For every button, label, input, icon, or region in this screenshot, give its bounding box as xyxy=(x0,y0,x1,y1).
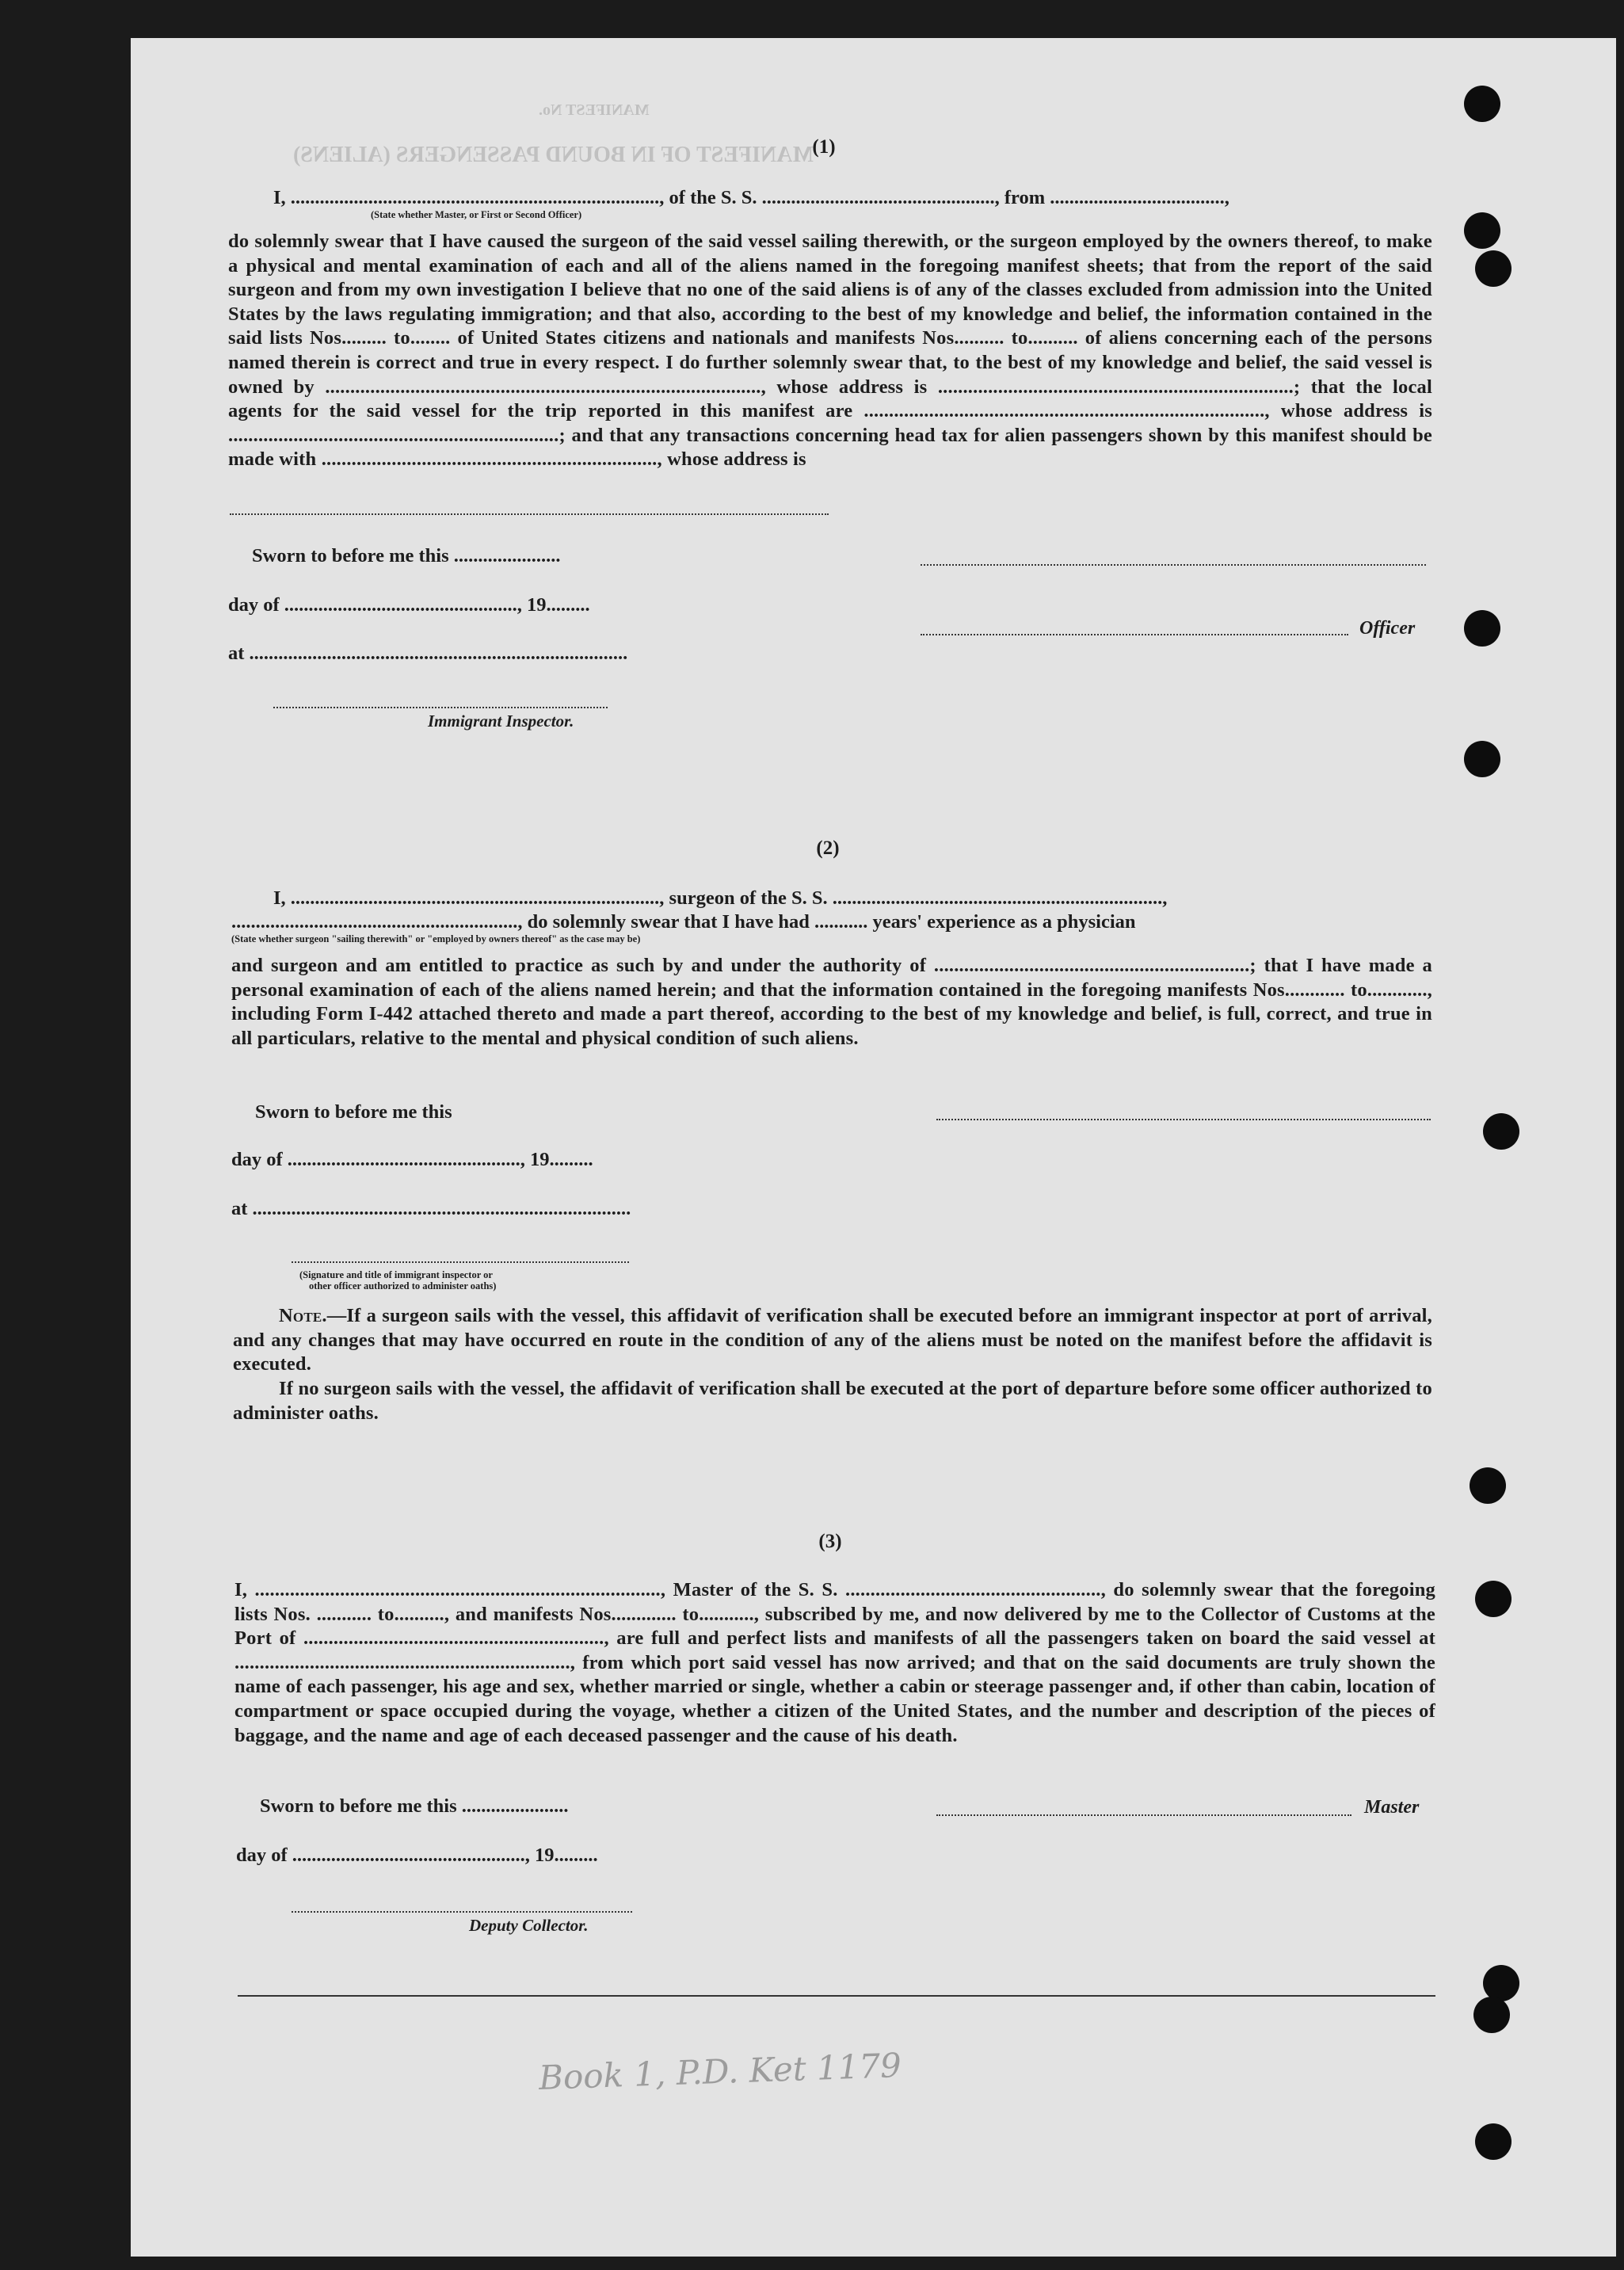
punch-hole xyxy=(1475,1581,1512,1617)
section-1-body-tail xyxy=(230,513,829,515)
section-2-line-1: I, ............................................................................, surgeon of the S. S. ...................................................................., xyxy=(273,887,1168,909)
section-2-sig-caption-1: (Signature and title of immigrant inspector or xyxy=(299,1269,493,1280)
section-3-body: I, ................................................................................., Master of the S. S. ..................................................., do solemnly swear that the foregoing lists Nos. ........... to.........., and manifests Nos............. to..........., subscribed by me, and now delivered by me to the Collector of Customs at the Port of ............................................................, are full and perfect lists and manifests of all the passengers taken on board the said vessel at ..................................................................., from which port said vessel has now arrived; and that on the said documents are truly shown the name of each passenger, his age and sex, whether married or single, whether a cabin or steerage passenger and, if other than cabin, location of compartment or space occupied during the voyage, whether a citizen of the United States, and the number and description of the pieces of baggage, and the name and age of each deceased passenger and the cause of his death. xyxy=(234,1579,1435,1746)
note-label: Note. xyxy=(279,1305,327,1326)
section-2-caption: (State whether surgeon "sailing therewith" or "employed by owners thereof" as the case may be) xyxy=(231,933,641,944)
section-2-line-2: ..........................................................., do solemnly swear that I have had ........... years' experience as a physician xyxy=(231,911,1136,933)
punch-hole xyxy=(1464,86,1500,122)
section-2-sig-caption-2: other officer authorized to administer oaths) xyxy=(309,1280,497,1291)
bottom-rule xyxy=(238,1995,1435,1997)
section-2-number: (2) xyxy=(816,837,840,859)
section-1-line-1: I, ............................................................................, of the S. S. ................................................, from ...................................., xyxy=(273,187,1229,208)
section-1-officer-line xyxy=(921,634,1348,635)
section-3-collector-label: Deputy Collector. xyxy=(469,1916,589,1935)
punch-hole xyxy=(1464,212,1500,249)
section-2-day: day of ................................................, 19......... xyxy=(231,1149,593,1170)
section-3-collector-line xyxy=(292,1911,632,1913)
note-text-1: —If a surgeon sails with the vessel, this affidavit of verification shall be executed before an immigrant inspector at port of arrival, and any changes that may have occurred en route in the condition of any of the aliens must be noted on the manifest before the affidavit is executed. xyxy=(233,1305,1432,1375)
handwritten-note: Book 1, P.D. Ket 1179 xyxy=(538,2046,902,2097)
section-1-day: day of ................................................, 19......... xyxy=(228,594,590,616)
section-3-number: (3) xyxy=(818,1531,842,1552)
bleed-title: MANIFEST OF IN BOUND PASSENGERS (ALIENS) xyxy=(293,143,814,167)
note-text-2: If no surgeon sails with the vessel, the affidavit of verification shall be executed at the port of departure before some officer authorized to administer oaths. xyxy=(233,1378,1432,1424)
section-1-body: do solemnly swear that I have caused the surgeon of the said vessel sailing therewith, or the surgeon employed by the owners thereof, to make a physical and mental examination of each and all of the aliens named in the foregoing manifest sheets; that from the report of the said surgeon and from my own investigation I believe that no one of the said aliens is of any of the classes excluded from admission into the United States by the laws regulating immigration; and that also, according to the best of my knowledge and belief, the information contained in the said lists Nos......... to........ of United States citizens and nationals and manifests Nos.......... to.......... of aliens concerning each of the persons named therein is correct and true in every respect. I do further solemnly swear that, to the best of my knowledge and belief, the said vessel is owned by ......................................................................................., whose address is .......................................................................; that the local agents for the said vessel for the trip reported in this manifest are ................................................................................, whose address is ..................................................................; and that any transactions concerning head tax for alien passengers shown by this manifest should be made with ..................................................................., whose address is xyxy=(228,231,1432,471)
section-3-master-label: Master xyxy=(1364,1797,1420,1818)
punch-hole xyxy=(1475,2123,1512,2160)
punch-hole xyxy=(1470,1467,1506,1504)
section-1-at: at .............................................................................. xyxy=(228,643,628,664)
section-2-inspector-line xyxy=(292,1261,629,1263)
section-2-note-2 xyxy=(233,1377,1432,1425)
section-1-number: (1) xyxy=(812,136,836,158)
section-1-caption: (State whether Master, or First or Second Officer) xyxy=(371,209,582,220)
section-2-note xyxy=(233,1304,1432,1377)
section-2-at: at .............................................................................. xyxy=(231,1198,631,1219)
section-1-master-sig-line xyxy=(921,564,1426,566)
punch-hole xyxy=(1473,1997,1510,2033)
section-1-sworn: Sworn to before me this ...................... xyxy=(252,545,561,567)
section-3-day: day of ................................................, 19......... xyxy=(236,1845,598,1866)
section-2-body: and surgeon and am entitled to practice as such by and under the authority of ...............................................................; that I have made a personal examination of each of the aliens named herein; and that the information contained in the foregoing manifests Nos............ to............, including Form I-442 attached thereto and made a part thereof, according to the best of my knowledge and belief, is full, correct, and true in all particulars, relative to the mental and physical condition of such aliens. xyxy=(231,955,1432,1049)
section-3-sworn: Sworn to before me this ...................... xyxy=(260,1795,569,1817)
section-3-master-sig-line xyxy=(936,1814,1351,1816)
punch-hole xyxy=(1464,741,1500,777)
punch-hole xyxy=(1483,1965,1519,2001)
punch-hole xyxy=(1483,1113,1519,1150)
section-2-surgeon-sig-line xyxy=(936,1119,1431,1120)
punch-hole xyxy=(1464,610,1500,647)
section-2-sworn: Sworn to before me this xyxy=(255,1101,452,1123)
section-1-officer-label: Officer xyxy=(1359,618,1416,639)
bleed-manifest-no: MANIFEST No. xyxy=(539,101,650,119)
section-1-inspector-label: Immigrant Inspector. xyxy=(428,712,574,731)
section-1-inspector-line xyxy=(273,707,608,708)
punch-hole xyxy=(1475,250,1512,287)
